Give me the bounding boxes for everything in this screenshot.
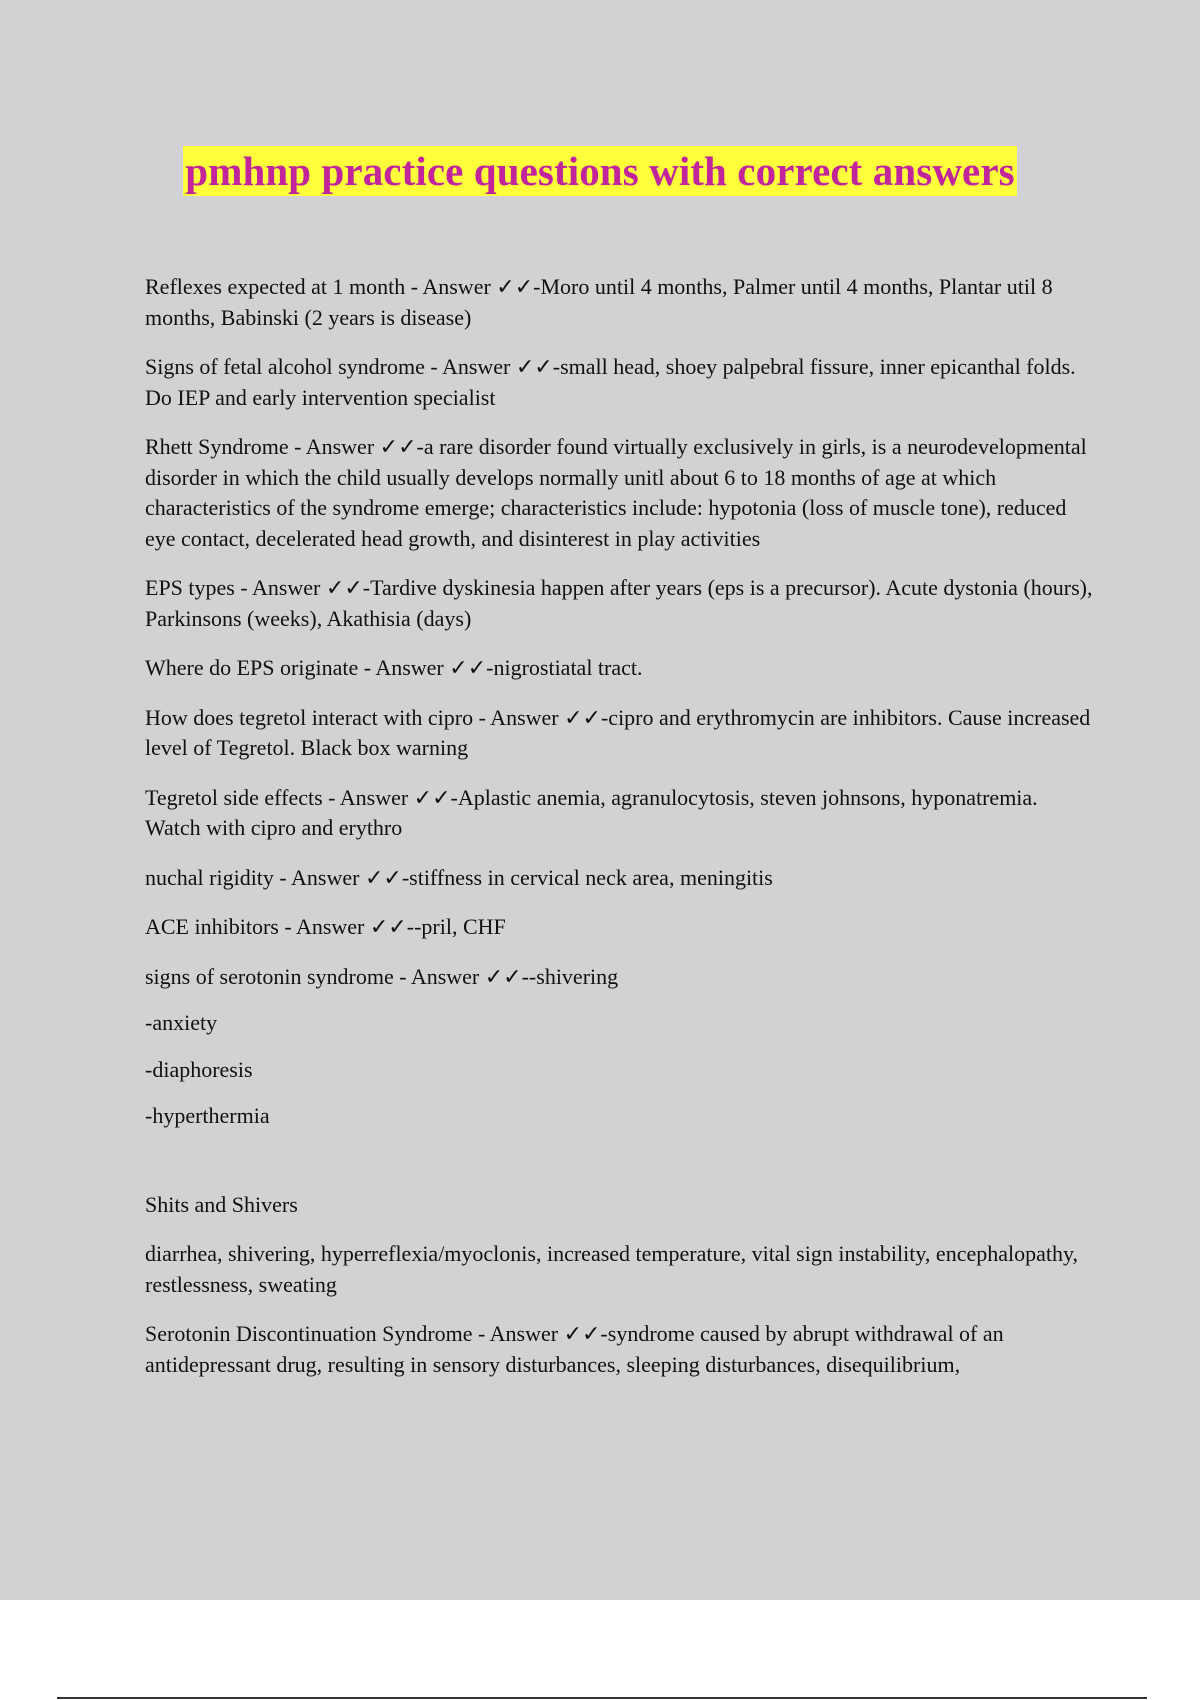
list-item: -hyperthermia [145,1103,270,1128]
document-title: pmhnp practice questions with correct answers [185,148,1015,194]
mnemonic-heading: Shits and Shivers [145,1191,298,1217]
document-body [145,272,1095,1399]
mnemonic-description: diarrhea, shivering, hyperreflexia/myoclonis, increased temperature, vital sign instability, encephalopathy, restlessness, sweating [145,1241,1079,1297]
list-item: -anxiety [145,1010,218,1035]
qa-nuchal-rigidity: nuchal rigidity - Answer ✓✓-stiffness in cervical neck area, meningitis [145,864,773,890]
qa-reflexes: Reflexes expected at 1 month - Answer ✓✓-Moro until 4 months, Palmer until 4 months, Plantar util 8 months, Babinski (2 years is disease) [145,274,1053,330]
qa-eps-origin: Where do EPS originate - Answer ✓✓-nigrostiatal tract. [145,655,643,680]
qa-tegretol-cipro: How does tegretol interact with cipro - Answer ✓✓-cipro and erythromycin are inhibitors. Cause increased level of Tegretol. Black box warning [145,704,1091,760]
spacer [145,1148,1095,1190]
qa-tegretol-side-effects: Tegretol side effects - Answer ✓✓-Aplastic anemia, agranulocytosis, steven johnsons, hyponatremia. Watch with cipro and erythro [145,784,1038,840]
qa-ace-inhibitors: ACE inhibitors - Answer ✓✓--pril, CHF [145,914,506,939]
qa-rhett-syndrome: Rhett Syndrome - Answer ✓✓-a rare disorder found virtually exclusively in girls, is a neurodevelopmental disorder in which the child usually develops normally unitl about 6 to 18 months of age at which characteristics of the syndrome emerge; characteristics include: hypotonia (loss of muscle tone), reduced eye contact, decelerated head growth, and disinterest in play activities [145,434,1087,551]
qa-fetal-alcohol-syndrome: Signs of fetal alcohol syndrome - Answer ✓✓-small head, shoey palpebral fissure, inner epicanthal folds. Do IEP and early intervention specialist [145,354,1076,410]
title-container [0,146,1200,196]
footer-divider [57,1697,1147,1699]
qa-eps-types: EPS types - Answer ✓✓-Tardive dyskinesia happen after years (eps is a precursor). Acute dystonia (hours), Parkinsons (weeks), Akathisia (days) [145,575,1093,631]
qa-serotonin-syndrome: signs of serotonin syndrome - Answer ✓✓--shivering [145,963,619,989]
qa-serotonin-discontinuation: Serotonin Discontinuation Syndrome - Answer ✓✓-syndrome caused by abrupt withdrawal of an antidepressant drug, resulting in sensory disturbances, sleeping disturbances, disequilibrium, [145,1321,1004,1377]
list-item: -diaphoresis [145,1056,253,1082]
